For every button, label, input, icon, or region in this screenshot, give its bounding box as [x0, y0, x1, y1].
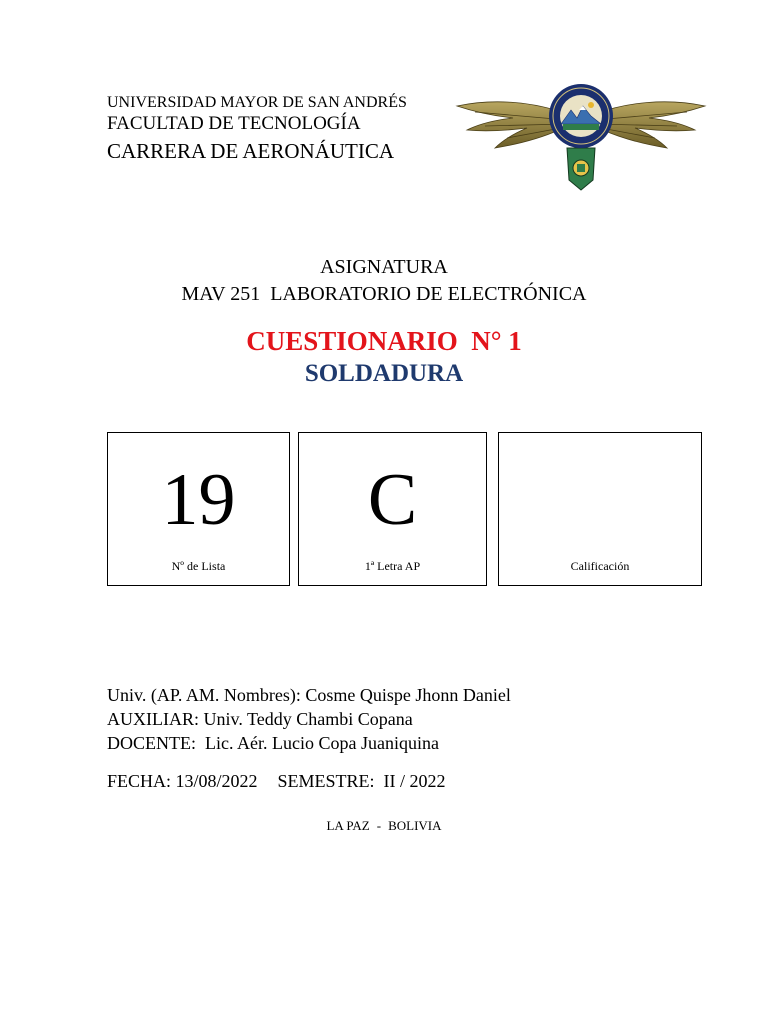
docente-line: [107, 733, 439, 754]
student-name-line: Univ. (AP. AM. Nombres): Cosme Quispe Jhonn Daniel: [107, 685, 511, 705]
university-name: UNIVERSIDAD MAYOR DE SAN ANDRÉS: [107, 94, 407, 111]
lower-emblem-icon: [567, 148, 595, 190]
semester-text: SEMESTRE: II / 2022: [277, 771, 446, 791]
university-seal-icon: [549, 84, 613, 148]
date-semester-line: [107, 771, 446, 792]
date-text: FECHA: 13/08/2022: [107, 771, 258, 791]
grade-caption: Calificación: [570, 559, 630, 573]
quiz-title-text: CUESTIONARIO N° 1: [246, 326, 522, 356]
auxiliar-line: AUXILIAR: Univ. Teddy Chambi Copana: [107, 709, 413, 729]
quiz-topic: SOLDADURA: [304, 360, 464, 387]
course-label: ASIGNATURA: [320, 256, 448, 278]
place-footer: [0, 818, 768, 834]
grade-box: [498, 432, 702, 586]
university-crest-logo: [455, 72, 707, 196]
place-separator: -: [376, 818, 382, 833]
course-name: [0, 283, 768, 306]
first-letter-value: C: [367, 459, 418, 541]
quiz-title: [0, 326, 768, 357]
faculty-name: FACULTAD DE TECNOLOGÍA: [107, 113, 361, 134]
docente-text: DOCENTE: Lic. Aér. Lucio Copa Juaniquina: [107, 733, 439, 753]
career-name: CARRERA DE AERONÁUTICA: [107, 139, 395, 163]
winged-university-crest-icon: [455, 72, 707, 196]
first-letter-caption: 1ª Letra AP: [364, 559, 421, 573]
course-name-text: MAV 251 LABORATORIO DE ELECTRÓNICA: [181, 283, 587, 305]
list-number-box: [107, 432, 290, 586]
first-letter-box: [298, 432, 487, 586]
city-text: LA PAZ: [326, 818, 370, 833]
country-text: BOLIVIA: [388, 818, 442, 833]
list-number-caption: Nº de Lista: [171, 559, 226, 573]
list-number-value: 19: [161, 459, 236, 541]
